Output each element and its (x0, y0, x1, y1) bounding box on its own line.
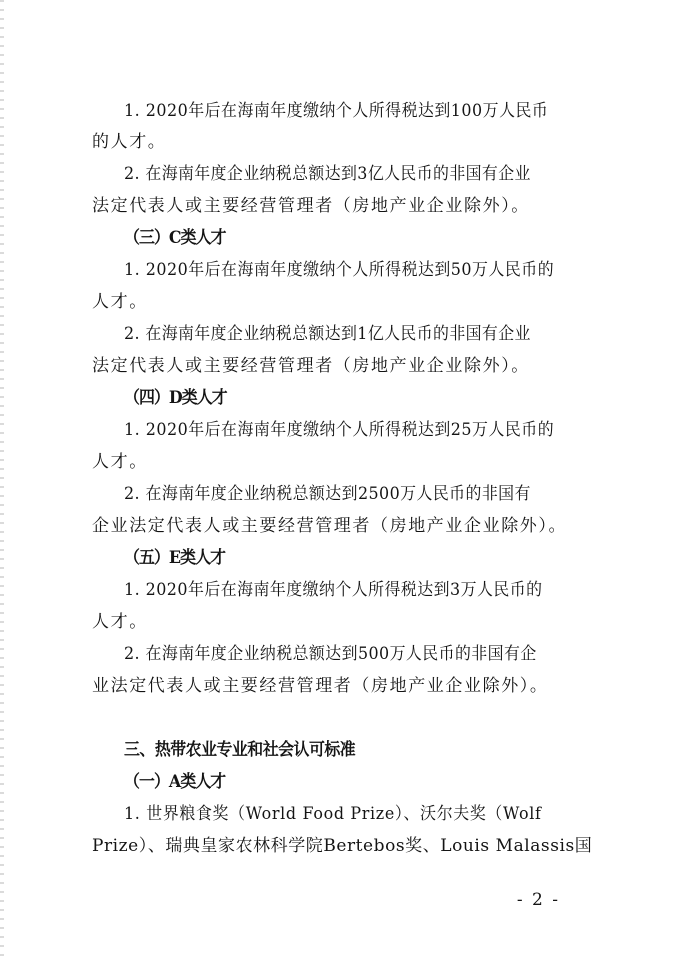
paragraph-line: 法定代表人或主要经营管理者（房地产业企业除外）。 (92, 196, 530, 216)
section-heading: （一）A类人才 (124, 772, 226, 792)
paragraph-line: 1. 2020年后在海南年度缴纳个人所得税达到3万人民币的 (124, 580, 543, 600)
page-number: - 2 - (516, 890, 560, 910)
paragraph-line: 业法定代表人或主要经营管理者（房地产业企业除外）。 (92, 676, 549, 696)
chapter-heading: 三、热带农业专业和社会认可标准 (124, 740, 356, 760)
paragraph-line: 2. 在海南年度企业纳税总额达到1亿人民币的非国有企业 (124, 324, 531, 344)
section-heading: （五）E类人才 (124, 548, 226, 568)
paragraph-line: 人才。 (92, 612, 148, 632)
paragraph-line: 2. 在海南年度企业纳税总额达到500万人民币的非国有企 (124, 644, 537, 664)
paragraph-line: 企业法定代表人或主要经营管理者（房地产业企业除外）。 (92, 516, 568, 536)
paragraph-line: 1. 2020年后在海南年度缴纳个人所得税达到100万人民币 (124, 101, 549, 121)
paragraph-line: 1. 世界粮食奖（World Food Prize）、沃尔夫奖（Wolf (124, 804, 542, 824)
paragraph-line: 的人才。 (92, 132, 167, 152)
paragraph-line: 人才。 (92, 452, 148, 472)
paragraph-line: 法定代表人或主要经营管理者（房地产业企业除外）。 (92, 356, 530, 376)
paragraph-line: 2. 在海南年度企业纳税总额达到2500万人民币的非国有 (124, 484, 531, 504)
paragraph-line: 1. 2020年后在海南年度缴纳个人所得税达到25万人民币的 (124, 420, 555, 440)
paragraph-line: 1. 2020年后在海南年度缴纳个人所得税达到50万人民币的 (124, 260, 555, 280)
section-heading: （四）D类人才 (124, 388, 227, 408)
section-heading: （三）C类人才 (124, 228, 226, 248)
paragraph-line: 2. 在海南年度企业纳税总额达到3亿人民币的非国有企业 (124, 164, 531, 184)
paragraph-line: 人才。 (92, 292, 148, 312)
paragraph-line: Prize）、瑞典皇家农林科学院Bertebos奖、Louis Malassis国 (92, 836, 593, 856)
binding-edge-marks (0, 0, 4, 957)
